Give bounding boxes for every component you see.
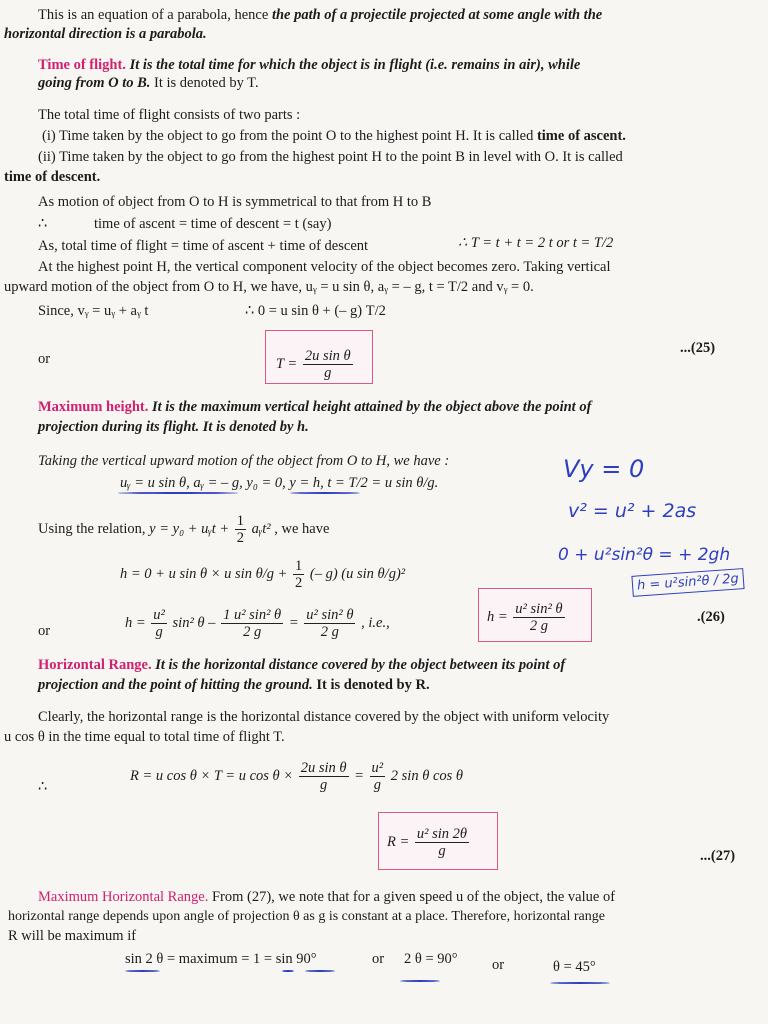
tof-p2-bold: time of ascent.: [536, 128, 626, 144]
f1-num: u²: [153, 607, 165, 623]
mhr-l1: From (27), we note that for a given speed u of the object, the value of: [211, 889, 616, 905]
tof-p4: time of descent.: [4, 169, 101, 185]
half-num: 1: [236, 513, 245, 529]
pen-underline: [282, 970, 294, 972]
tof-formula: [276, 348, 355, 381]
hr-derivation: [130, 760, 463, 793]
handwritten-note-4: h = u²sin²θ / 2g: [631, 568, 744, 597]
fb: [370, 760, 386, 793]
mh-p4-eq1: h = 0 + u sin θ × u sin θ/g +: [120, 565, 288, 582]
hr-sym: ∴: [38, 779, 48, 795]
hr-p2: u cos θ in the time equal to total time of flight T.: [4, 729, 285, 745]
fa-den: g: [319, 777, 328, 793]
tof-def: It is the total time for which the object is in flight (i.e. remains in air), while: [129, 57, 581, 73]
mhr-eq1: sin 2 θ = maximum = 1 = sin 90°: [125, 951, 317, 967]
tof-p6-sym: ∴: [38, 216, 48, 232]
fb-den: g: [373, 777, 381, 793]
mh-def-line-2: projection during its flight. It is denoted by h.: [38, 419, 309, 435]
hr-eq2: 2 sin θ cos θ: [390, 767, 464, 784]
tof-p8: At the highest point H, the vertical component velocity of the object becomes zero. Taking vertical: [38, 259, 611, 275]
mh-p1: Taking the vertical upward motion of the object from O to H, we have :: [38, 453, 450, 469]
tof-p3: (ii) Time taken by the object to go from the highest point H to the point B in level with O. It is called: [38, 149, 623, 165]
mh-p4-eq2: (– g) (u sin θ/g)²: [309, 565, 406, 582]
t-num: 2u sin θ: [304, 348, 351, 364]
f3-den: 2 g: [320, 624, 339, 640]
hr-box-formula: [387, 826, 471, 859]
f3-num: u² sin² θ: [306, 607, 354, 623]
hr-def1: It is the horizontal distance covered by the object between its point of: [155, 657, 566, 673]
mhr-heading: Maximum Horizontal Range.: [38, 889, 209, 905]
tof-heading: Time of flight.: [38, 57, 126, 73]
tof-p6: time of ascent = time of descent = t (say): [94, 216, 332, 232]
hr-box-num: u² sin 2θ: [416, 826, 468, 842]
hr-p1: Clearly, the horizontal range is the horizontal distance covered by the object with uniform velocity: [38, 709, 610, 725]
box-R: R =: [387, 833, 410, 850]
intro-bold: the path of a projectile projected at some angle with the: [271, 7, 603, 23]
tof-p2-plain: (i) Time taken by the object to go from the point O to the highest point H. It is called: [42, 128, 534, 144]
tof-p7-eq: ∴ T = t + t = 2 t or t = T/2: [458, 235, 614, 251]
mh-box-formula: [487, 601, 567, 634]
hr-heading: Horizontal Range.: [38, 657, 152, 673]
mh-def-line-1: [38, 398, 591, 416]
half-fraction-2: [293, 558, 304, 591]
mhr-or2: or: [492, 957, 505, 973]
tof-formula-box: [265, 330, 373, 384]
pen-underline: [550, 982, 610, 984]
mh-p3-eq2: aᵧt²: [251, 520, 271, 537]
f3: [304, 607, 355, 640]
mh-p2: uᵧ = u sin θ, aᵧ = – g, y₀ = 0, y = h, t = T/2 = u sin θ/g.: [120, 475, 439, 491]
box-fraction: [513, 601, 564, 634]
f1: [151, 607, 167, 640]
half-fraction: [235, 513, 246, 546]
tof-def2-bold: going from O to B.: [38, 75, 151, 91]
handwritten-note-1: Vy = 0: [563, 455, 645, 483]
mh-heading: Maximum height.: [38, 399, 149, 415]
tof-def-line-2: [38, 74, 259, 92]
t-lhs: T =: [276, 355, 298, 372]
hr-equals: =: [354, 767, 364, 784]
half-den-2: 2: [295, 575, 303, 591]
half-den: 2: [236, 530, 245, 546]
intro-line-1: [38, 6, 602, 24]
tof-def-line-1: [38, 56, 580, 74]
mh-sin: sin² θ –: [172, 614, 216, 631]
box-den: 2 g: [529, 618, 548, 634]
mh-def1: It is the maximum vertical height attained by the object above the point of: [151, 399, 592, 415]
mh-formula-box: [478, 588, 592, 642]
tof-p5: As motion of object from O to H is symmetrical to that from H to B: [38, 194, 432, 210]
tof-p10-eq: ∴ 0 = u sin θ + (– g) T/2: [245, 303, 386, 319]
box-h: h =: [487, 608, 508, 625]
mh-p3-tail: , we have: [274, 520, 330, 537]
hr-formula-box: [378, 812, 498, 870]
t-den: g: [324, 365, 332, 381]
pen-underline: [290, 492, 360, 494]
mhr-line-3: R will be maximum if: [8, 928, 137, 944]
mh-derivation: [125, 607, 390, 640]
tof-p1: The total time of flight consists of two parts :: [38, 107, 301, 123]
mh-p4: [120, 558, 405, 591]
mhr-line-1: [38, 888, 615, 906]
fa: [299, 760, 349, 793]
pen-underline: [125, 970, 160, 972]
fb-num: u²: [371, 760, 384, 776]
pen-underline: [305, 970, 335, 972]
tof-p9: upward motion of the object from O to H, we have, uᵧ = u sin θ, aᵧ = – g, t = T/2 and vᵧ = 0.: [4, 279, 534, 295]
tof-p7: As, total time of flight = time of ascent + time of descent: [38, 238, 369, 254]
hr-box-den: g: [438, 843, 446, 859]
mh-p3-eq1: y = y₀ + uᵧt +: [149, 520, 230, 537]
mh-equals: =: [288, 614, 299, 631]
mh-ie: , i.e.,: [361, 614, 390, 631]
hr-eq1: R = u cos θ × T = u cos θ ×: [130, 767, 294, 784]
tof-or: or: [38, 351, 51, 367]
f2: [221, 607, 283, 640]
handwritten-note-2: v² = u² + 2as: [568, 500, 697, 522]
hr-box-fraction: [415, 826, 469, 859]
pen-underline: [400, 980, 440, 982]
f2-num: 1 u² sin² θ: [223, 607, 282, 623]
f2-den: 2 g: [243, 624, 262, 640]
tof-def2-plain: It is denoted by T.: [154, 75, 259, 91]
f1-den: g: [155, 624, 163, 640]
hr-def-line-2: [38, 676, 430, 694]
mhr-line-2: horizontal range depends upon angle of projection θ as g is constant at a place. Therefore, horizontal range: [8, 909, 605, 924]
fa-num: 2u sin θ: [300, 760, 347, 776]
mh-or: or: [38, 623, 51, 639]
t-fraction: [303, 348, 353, 381]
eq-number-25: ...(25): [680, 340, 716, 356]
mh-h: h =: [125, 614, 146, 631]
eq-number-27: ...(27): [700, 848, 736, 864]
hr-def2-plain: It is denoted by R.: [316, 677, 430, 693]
pen-underline: [118, 492, 238, 494]
box-num: u² sin² θ: [515, 601, 563, 617]
mhr-eq2: 2 θ = 90°: [404, 951, 458, 967]
mhr-or1: or: [372, 951, 385, 967]
tof-p10: Since, vᵧ = uᵧ + aᵧ t: [38, 303, 149, 319]
mh-p3: [38, 513, 329, 546]
hr-def-line-1: [38, 656, 565, 674]
half-num-2: 1: [295, 558, 303, 574]
mhr-eq3: θ = 45°: [553, 959, 596, 975]
intro-plain: This is an equation of a parabola, hence: [38, 7, 269, 23]
intro-line-2: horizontal direction is a parabola.: [4, 26, 207, 42]
eq-number-26: .(26): [697, 609, 725, 625]
hr-def2-bold: projection and the point of hitting the ground.: [38, 677, 313, 693]
mh-p3-text: Using the relation,: [38, 520, 146, 537]
tof-p2: [42, 127, 626, 145]
handwritten-note-3: 0 + u²sin²θ = + 2gh: [558, 545, 731, 565]
